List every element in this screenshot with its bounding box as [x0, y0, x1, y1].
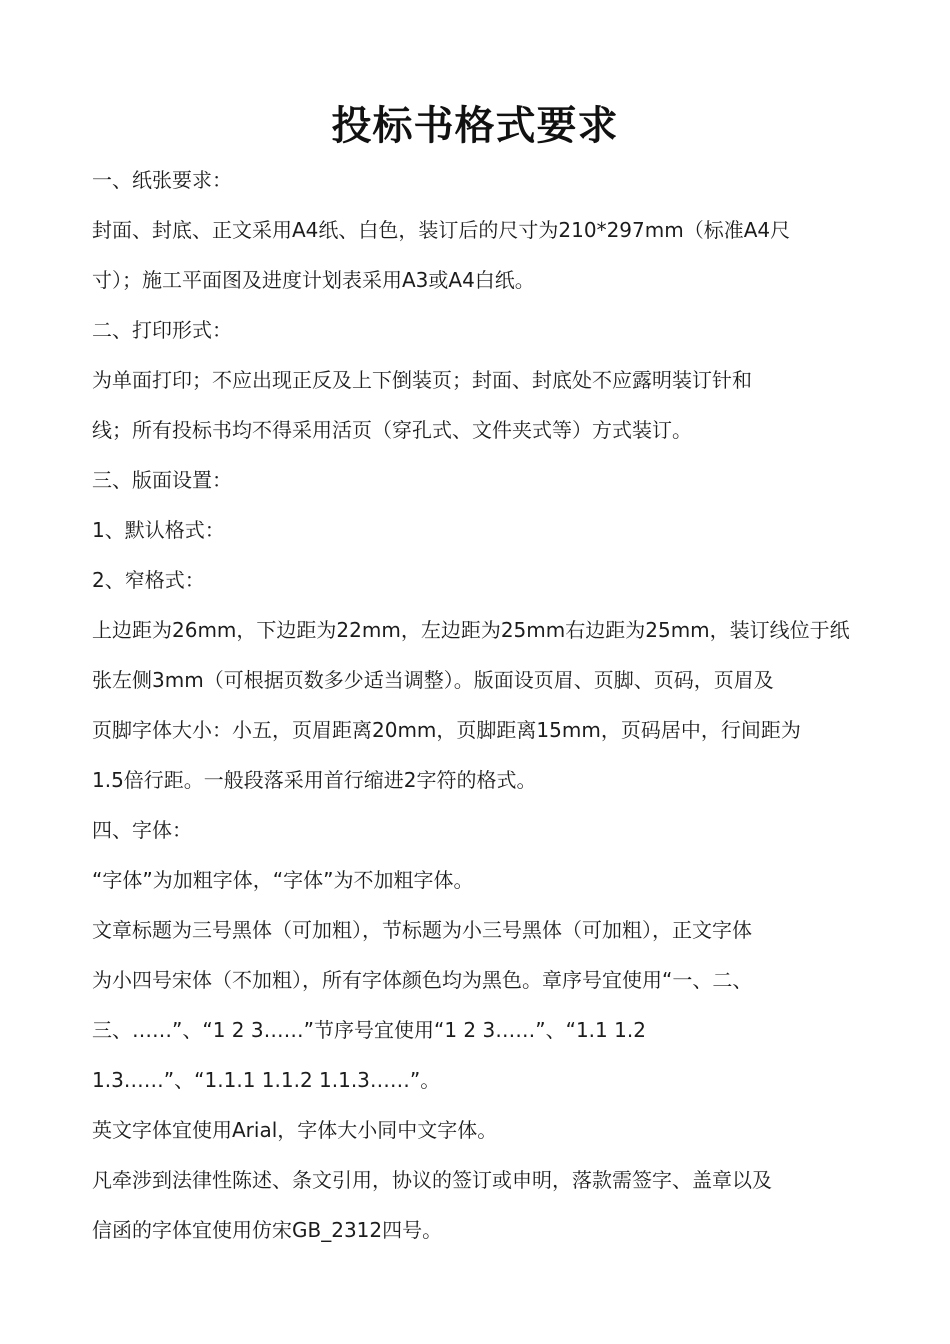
paragraph-line: “字体”为加粗字体，“字体”为不加粗字体。	[92, 868, 474, 892]
paragraph-line: 信函的字体宜使用仿宋GB_2312四号。	[92, 1218, 443, 1242]
subsection-narrow-format: 2、窄格式：	[92, 568, 205, 592]
subsection-default-format: 1、默认格式：	[92, 518, 225, 542]
paragraph-line: 寸）；施工平面图及进度计划表采用A3或A4白纸。	[92, 268, 535, 292]
paragraph-line: 英文字体宜使用Arial，字体大小同中文字体。	[92, 1118, 498, 1142]
section-heading-print: 二、打印形式：	[92, 318, 232, 342]
paragraph-line: 上边距为26mm，下边距为22mm，左边距为25mm右边距为25mm，装订线位于纸	[92, 618, 850, 642]
paragraph-line: 页脚字体大小：小五，页眉距离20mm，页脚距离15mm，页码居中，行间距为	[92, 718, 801, 742]
paragraph-line: 凡牵涉到法律性陈述、条文引用，协议的签订或申明，落款需签字、盖章以及	[92, 1168, 772, 1192]
document-body	[92, 155, 862, 1255]
document-title: 投标书格式要求	[331, 103, 619, 149]
paragraph-line: 为小四号宋体（不加粗），所有字体颜色均为黑色。章序号宜使用“一、二、	[92, 968, 753, 992]
paragraph-line: 线；所有投标书均不得采用活页（穿孔式、文件夹式等）方式装订。	[92, 418, 692, 442]
paragraph-line: 为单面打印；不应出现正反及上下倒装页；封面、封底处不应露明装订针和	[92, 368, 752, 392]
paragraph-line: 文章标题为三号黑体（可加粗），节标题为小三号黑体（可加粗），正文字体	[92, 918, 752, 942]
section-heading-paper: 一、纸张要求：	[92, 168, 232, 192]
paragraph-line: 封面、封底、正文采用A4纸、白色，装订后的尺寸为210*297mm（标准A4尺	[92, 218, 791, 242]
section-heading-layout: 三、版面设置：	[92, 468, 232, 492]
paragraph-line: 张左侧3mm（可根据页数多少适当调整）。版面设页眉、页脚、页码，页眉及	[92, 668, 774, 692]
section-heading-font: 四、字体：	[92, 818, 192, 842]
paragraph-line: 三、……”、“1 2 3……”节序号宜使用“1 2 3……”、“1.1 1.2	[92, 1018, 646, 1042]
paragraph-line: 1.5倍行距。一般段落采用首行缩进2字符的格式。	[92, 768, 537, 792]
paragraph-line: 1.3……”、“1.1.1 1.1.2 1.1.3……”。	[92, 1068, 441, 1092]
